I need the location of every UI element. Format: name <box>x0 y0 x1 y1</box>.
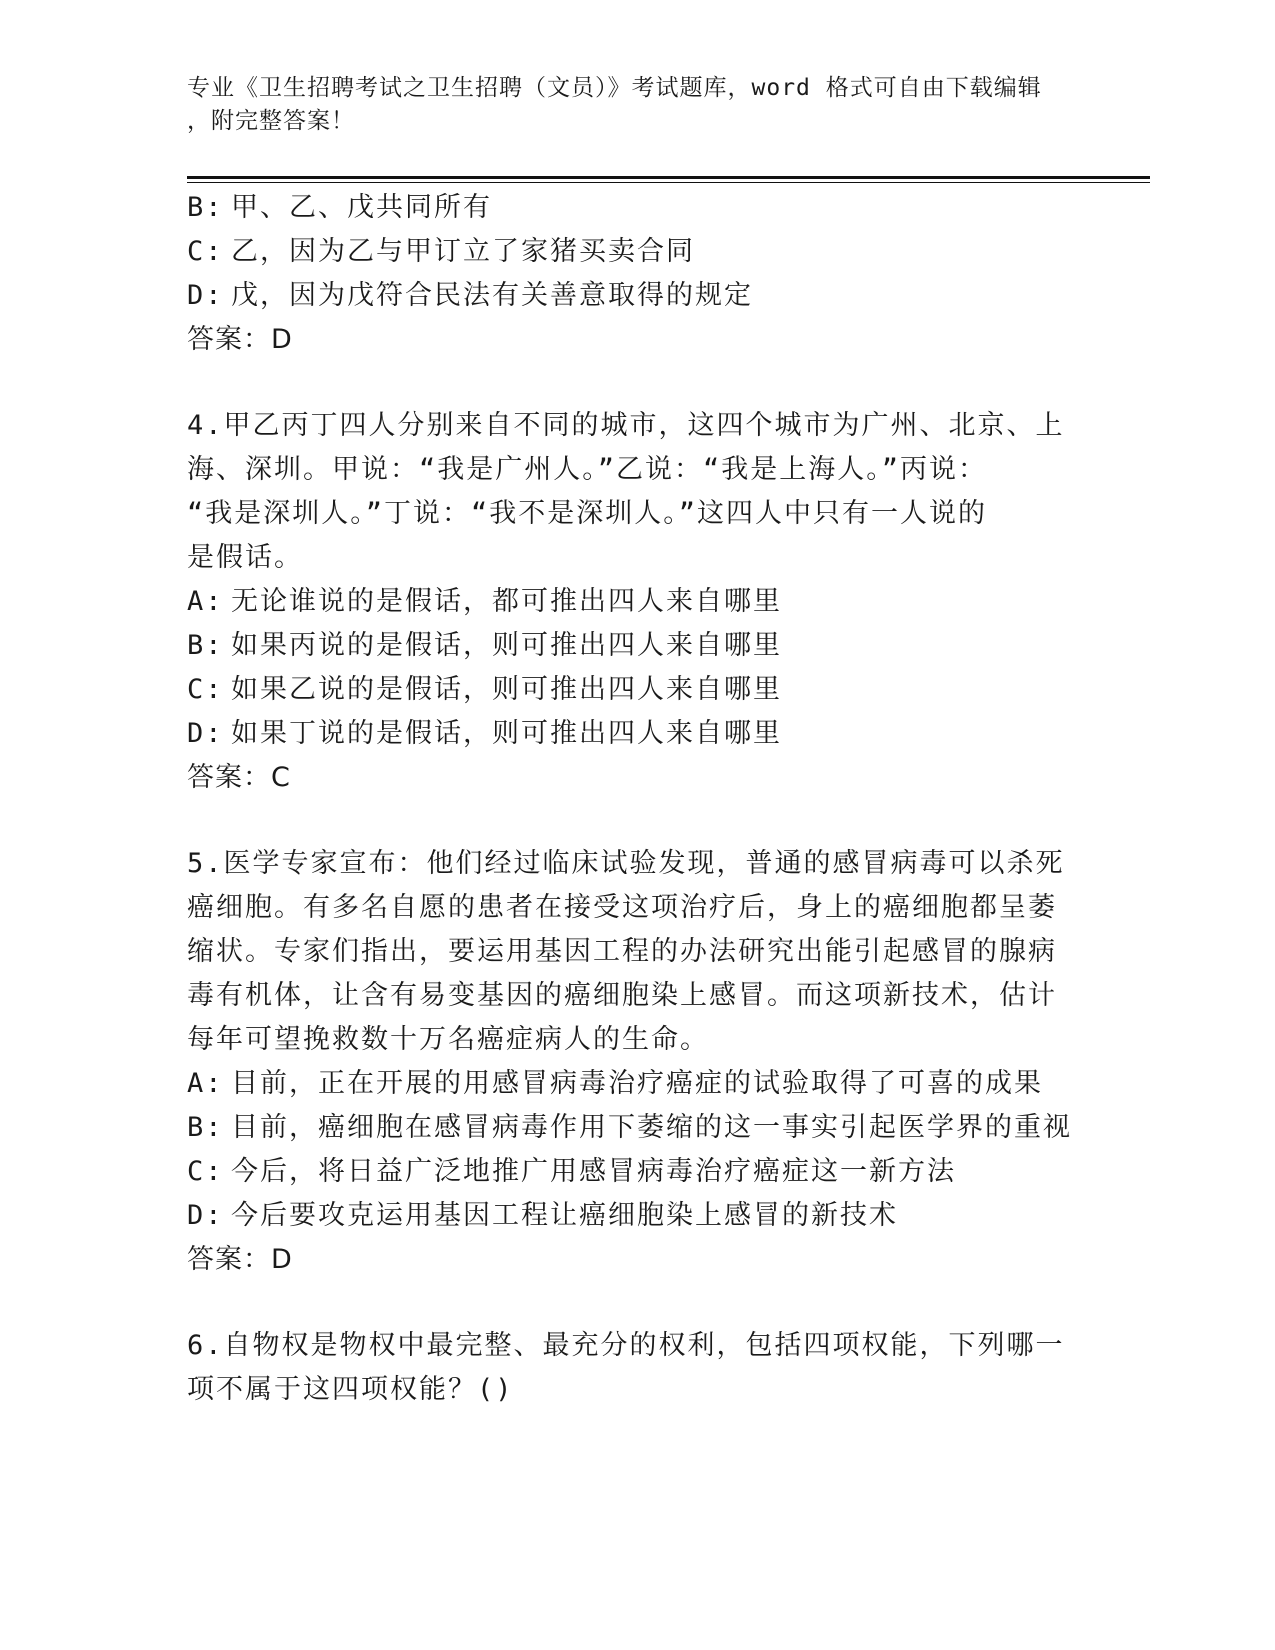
option-text: 今后，将日益广泛地推广用感冒病毒治疗癌症这一新方法 <box>231 1156 956 1187</box>
option-label: C: <box>187 236 224 267</box>
q6-stem-line-2: 项不属于这四项权能？() <box>187 1374 514 1405</box>
option-label: C: <box>187 674 224 705</box>
q4-option-d <box>187 716 782 752</box>
option-label: D: <box>187 718 224 749</box>
q3-answer: 答案：D <box>187 324 293 355</box>
option-text: 目前，癌细胞在感冒病毒作用下萎缩的这一事实引起医学界的重视 <box>231 1112 1072 1143</box>
option-label: B: <box>187 192 224 223</box>
q4-answer: 答案：C <box>187 762 291 793</box>
option-text: 如果乙说的是假话，则可推出四人来自哪里 <box>231 674 782 705</box>
q6-stem-line-1: 6.自物权是物权中最完整、最充分的权利，包括四项权能，下列哪一 <box>187 1330 1065 1361</box>
option-label: C: <box>187 1156 224 1187</box>
q5-stem-line-3: 缩状。专家们指出，要运用基因工程的办法研究出能引起感冒的腺病 <box>187 936 1057 967</box>
q3-option-d <box>187 278 753 314</box>
q4-option-a <box>187 584 782 620</box>
header-rule-thin <box>187 182 1150 183</box>
option-label: B: <box>187 630 224 661</box>
q5-option-a <box>187 1066 1043 1102</box>
q5-stem-line-5: 每年可望挽救数十万名癌症病人的生命。 <box>187 1024 709 1055</box>
q3-option-b <box>187 190 492 226</box>
page-header <box>187 72 1067 138</box>
header-line-1: 专业《卫生招聘考试之卫生招聘（文员）》考试题库，word 格式可自由下载编辑 <box>187 75 1042 101</box>
option-text: 如果丁说的是假话，则可推出四人来自哪里 <box>231 718 782 749</box>
option-text: 如果丙说的是假话，则可推出四人来自哪里 <box>231 630 782 661</box>
q5-option-c <box>187 1154 956 1190</box>
option-label: A: <box>187 586 224 617</box>
q5-option-b <box>187 1110 1072 1146</box>
q5-stem-line-1: 5.医学专家宣布：他们经过临床试验发现，普通的感冒病毒可以杀死 <box>187 848 1065 879</box>
q4-stem-line-1: 4.甲乙丙丁四人分别来自不同的城市，这四个城市为广州、北京、上 <box>187 410 1065 441</box>
q4-stem-line-3: “我是深圳人。”丁说：“我不是深圳人。”这四人中只有一人说的 <box>187 498 988 529</box>
q4-option-c <box>187 672 782 708</box>
q4-stem-line-4: 是假话。 <box>187 542 303 573</box>
option-text: 戊，因为戊符合民法有关善意取得的规定 <box>231 280 753 311</box>
option-label: A: <box>187 1068 224 1099</box>
option-text: 乙，因为乙与甲订立了家猪买卖合同 <box>231 236 695 267</box>
header-line-2: ，附完整答案！ <box>187 108 355 134</box>
option-text: 无论谁说的是假话，都可推出四人来自哪里 <box>231 586 782 617</box>
option-text: 目前，正在开展的用感冒病毒治疗癌症的试验取得了可喜的成果 <box>231 1068 1043 1099</box>
q5-option-d <box>187 1198 898 1234</box>
option-label: D: <box>187 1200 224 1231</box>
q5-stem-line-2: 癌细胞。有多名自愿的患者在接受这项治疗后，身上的癌细胞都呈萎 <box>187 892 1057 923</box>
q5-stem-line-4: 毒有机体，让含有易变基因的癌细胞染上感冒。而这项新技术，估计 <box>187 980 1057 1011</box>
header-rule-thick <box>187 176 1150 179</box>
q4-option-b <box>187 628 782 664</box>
q5-answer: 答案：D <box>187 1244 293 1275</box>
option-text: 甲、乙、戊共同所有 <box>231 192 492 223</box>
q4-stem-line-2: 海、深圳。甲说：“我是广州人。”乙说：“我是上海人。”丙说： <box>187 454 988 485</box>
q3-option-c <box>187 234 695 270</box>
option-text: 今后要攻克运用基因工程让癌细胞染上感冒的新技术 <box>231 1200 898 1231</box>
option-label: D: <box>187 280 224 311</box>
option-label: B: <box>187 1112 224 1143</box>
